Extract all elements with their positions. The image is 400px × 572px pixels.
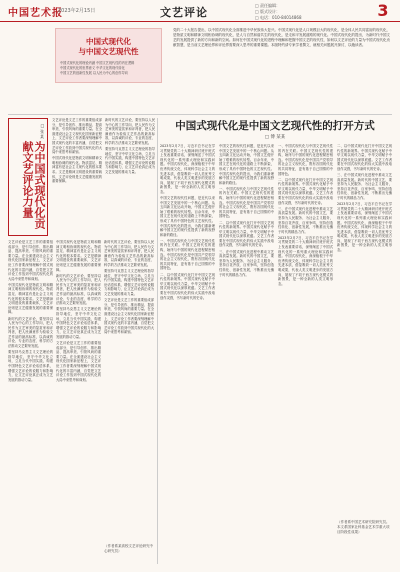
feature-band (8, 28, 392, 114)
feature-topic-line: 中国式现代化的世界意义 中华文化的现代转化 (60, 66, 125, 70)
paragraph: 文艺评论是文艺工作的重要组成部分，是引导创作、推出精品、提高审美、引领风尚的重要力量。在全面建设社会主义现代化国家新征程上，文艺评论工作者要深刻理解中国式现代化的丰富内涵，自觉把文艺评论工作放到中国式现代化的大局中来思考和谋划。 (56, 340, 101, 382)
main-article-title: 中国式现代化是中国文艺现代性的打开方式 (175, 120, 375, 132)
feature-title-line2: 与中国文艺现代性 (78, 47, 139, 56)
left-article-col-3 (8, 240, 53, 560)
paragraph: 文艺评论是文艺工作的重要组成部分，是引导创作、推出精品、提高审美、引领风尚的重要力量。在全面建设社会主义现代化国家新征程上，文艺评论工作者要深刻理解中国式现代化的丰富内涵，自觉把文艺评论工作放到中国式现代化的大局中来思考和谋划。 (104, 298, 154, 335)
paragraph: 新时代的文艺评论，要坚持以人民为中心的工作导向，把人民作为文艺审美的鉴赏家和评判者，把人民满意作为检验文艺作品的最高标准，以真诚的评论、专业的态度、科学的方法推动文艺繁荣发展。 (56, 273, 101, 306)
paragraph: 二、以中国式现代化打开中国文艺现代性的新境界。中国式现代化赋予中华文明以现代力量，中华文明赋予中国式现代化以深厚底蕴。文艺工作者要在中国式现代化的伟大实践中汲取创作灵感，书写新时代的史诗。 (278, 177, 333, 205)
paragraph: 中国式现代化是物质文明和精神文明相协调的现代化。物质富足、精神富有是社会主义现代化的根本要求。文艺是精神文明建设的重要载体，文艺评论则是文艺健康发展的重要保障。 (52, 156, 102, 184)
paragraph: 2023年2月7日，习近平总书记在学习贯彻党的二十大精神研讨班开班式上发表重要讲话，深刻阐述了中国式现代化的一系列重大理论和实践问题。中国式现代化，深深植根于中华优秀传统文化，体现科学社会主义的先进本质，借鉴吸收一切人类优秀文明成果，代表人类文明进步的发展方向，展现了不同于西方现代化模式的新图景，是一种全新的人类文明形态。 (278, 235, 333, 286)
masthead (0, 0, 400, 22)
horizontal-divider (8, 114, 392, 115)
section-title: 文艺评论 (160, 6, 208, 19)
main-article-note: （作者系中国艺术研究院研究员。本文系国家社科基金艺术学重大项目阶段性成果） (337, 520, 390, 534)
newspaper-logo: 中国艺术报 (8, 8, 63, 19)
paragraph: 文艺评论是文艺工作的重要组成部分，是引导创作、推出精品、提高审美、引领风尚的重要力量。在全面建设社会主义现代化国家新征程上，文艺评论工作者要深刻理解中国式现代化的丰富内涵，自觉把文艺评论工作放到中国式现代化的大局中来思考和谋划。 (52, 118, 102, 155)
issue-date: 2023年2月15日 (58, 8, 96, 14)
feature-title-box (55, 28, 162, 83)
paragraph: 二、以中国式现代化打开中国文艺现代性的新境界。中国式现代化赋予中华文明以现代力量，中华文明赋予中国式现代化以深厚底蕴。文艺工作者要在中国式现代化的伟大实践中汲取创作灵感，书写新时代的史诗。 (337, 144, 392, 171)
editor-info: □ 责任编辑： □ 版式设计： □ 电话：010-84014868 (255, 3, 302, 20)
feature-intro: 党的二十大报告提出，以中国式现代化全面推进中华民族伟大复兴。中国式现代化是人口规模巨大的现代化，是全体人民共同富裕的现代化，是物质文明和精神文明相协调的现代化，是人与自然和谐共生的现代化，是走和平发展道路的现代化。中国式现代化的提出，为新时代中国文艺的发展提供了新的方向和新的空间。如何在中国式现代化的进程中理解和把握中国文艺的现代性，如何以文艺评论的力量为中国式现代化贡献智慧，是当前文艺理论界和评论界需要深入思考的重要课题。本版特约请专家学者撰文，就相关问题展开探讨，以飨读者。 (173, 28, 390, 47)
left-article-col-2 (105, 118, 155, 236)
paragraph: 三、在中国式现代化进程中推动文艺高质量发展。新时代的中国文艺，要坚持为人民服务、为社会主义服务，坚持百花齐放、百家争鸣，坚持创造性转化、创新性发展，不断推出无愧于时代的精品力作。 (278, 206, 333, 234)
paragraph: 要坚持马克思主义文艺理论的指导地位，坚守中华文化立场，立足当代中国实践，构建中国特色文艺评论话语体系，增强文艺评论的说服力和影响力，让文艺评论真正成为文艺发展的推动力量。 (104, 269, 154, 297)
paragraph: 中国文艺的现代性问题，是近代以来中国文艺发展中的一个核心问题。从五四新文化运动开始，中国文艺便开始了艰难的现代转型。百余年来，中国文艺在现代化的道路上不断探索，形成了具有中国特色的文艺现代性。中国式现代化的提出，为我们重新理解中国文艺的现代性提供了新的视野和新的路径。 (160, 196, 215, 237)
left-article-col-1 (52, 118, 102, 236)
feature-topic-line: 中国式现代化的理论内涵 中国文艺现代性的内在逻辑 (60, 61, 135, 65)
left-article-note: （作者系某高校文艺评论研究中心研究员） (104, 544, 153, 553)
paragraph: 新时代的文艺评论，要坚持以人民为中心的工作导向，把人民作为文艺审美的鉴赏家和评判者，把人民满意作为检验文艺作品的最高标准，以真诚的评论、专业的态度、科学的方法推动文艺繁荣发展。 (105, 118, 155, 145)
paragraph: 新时代的文艺评论，要坚持以人民为中心的工作导向，把人民作为文艺审美的鉴赏家和评判者，把人民满意作为检验文艺作品的最高标准，以真诚的评论、专业的态度、科学的方法推动文艺繁荣发展。 (104, 240, 154, 267)
paragraph: 中国式现代化是物质文明和精神文明相协调的现代化。物质富足、精神富有是社会主义现代化的根本要求。文艺是精神文明建设的重要载体，文艺评论则是文艺健康发展的重要保障。 (8, 282, 53, 315)
main-article-col-2 (219, 144, 274, 564)
paragraph: 三、在中国式现代化进程中推动文艺高质量发展。新时代的中国文艺，要坚持为人民服务、为社会主义服务，坚持百花齐放、百家争鸣，坚持创造性转化、创新性发展，不断推出无愧于时代的精品力作。 (219, 249, 274, 277)
paragraph: 新时代的文艺评论，要坚持以人民为中心的工作导向，把人民作为文艺审美的鉴赏家和评判者，把人民满意作为检验文艺作品的最高标准，以真诚的评论、专业的态度、科学的方法推动文艺繁荣发展。 (8, 316, 53, 349)
vertical-divider (157, 118, 158, 564)
paragraph: 中国式现代化是物质文明和精神文明相协调的现代化。物质富足、精神富有是社会主义现代化的根本要求。文艺是精神文明建设的重要载体，文艺评论则是文艺健康发展的重要保障。 (56, 240, 101, 272)
main-article-col-1 (160, 144, 215, 564)
paragraph: 要坚持马克思主义文艺理论的指导地位，坚守中华文化立场，立足当代中国实践，构建中国特色文艺评论话语体系，增强文艺评论的说服力和影响力，让文艺评论真正成为文艺发展的推动力量。 (8, 350, 53, 382)
page-number: 3 (377, 1, 389, 20)
main-article-col-4 (337, 144, 392, 514)
left-article-author: □ 张 某 (40, 123, 45, 139)
paragraph: 一、中国式现代化与中国文艺现代性的内在关联。中国文艺现代性的建构，始终与中国的现代化进程紧密相连。中国式现代化是中国共产党领导的社会主义现代化，既有各国现代化的共同特征，更有基于自己国情的中国特色。 (278, 144, 333, 176)
paragraph: 2023年2月7日，习近平总书记在学习贯彻党的二十大精神研讨班开班式上发表重要讲话，深刻阐述了中国式现代化的一系列重大理论和实践问题。中国式现代化，深深植根于中华优秀传统文化，体现科学社会主义的先进本质，借鉴吸收一切人类优秀文明成果，代表人类文明进步的发展方向，展现了不同于西方现代化模式的新图景，是一种全新的人类文明形态。 (160, 144, 215, 194)
paragraph: 二、以中国式现代化打开中国文艺现代性的新境界。中国式现代化赋予中华文明以现代力量，中华文明赋予中国式现代化以深厚底蕴。文艺工作者要在中国式现代化的伟大实践中汲取创作灵感，书写新时代的史诗。 (219, 220, 274, 248)
paragraph: 二、以中国式现代化打开中国文艺现代性的新境界。中国式现代化赋予中华文明以现代力量，中华文明赋予中国式现代化以深厚底蕴。文艺工作者要在中国式现代化的伟大实践中汲取创作灵感，书写新时代的史诗。 (160, 272, 215, 300)
left-article-title: 为中国式现代化贡献文艺评论力量 (21, 141, 46, 229)
paragraph: 文艺评论是文艺工作的重要组成部分，是引导创作、推出精品、提高审美、引领风尚的重要力量。在全面建设社会主义现代化国家新征程上，文艺评论工作者要深刻理解中国式现代化的丰富内涵，自觉把文艺评论工作放到中国式现代化的大局中来思考和谋划。 (8, 240, 53, 281)
left-article-title-box (8, 118, 48, 236)
main-article-col-3 (278, 144, 333, 564)
feature-title (56, 37, 161, 57)
main-article-author: □ 傅 某某 (264, 135, 286, 140)
paragraph: 三、在中国式现代化进程中推动文艺高质量发展。新时代的中国文艺，要坚持为人民服务、为社会主义服务，坚持百花齐放、百家争鸣，坚持创造性转化、创新性发展，不断推出无愧于时代的精品力作。 (337, 173, 392, 201)
paragraph: 中国文艺的现代性问题，是近代以来中国文艺发展中的一个核心问题。从五四新文化运动开始，中国文艺便开始了艰难的现代转型。百余年来，中国文艺在现代化的道路上不断探索，形成了具有中国特色的文艺现代性。中国式现代化的提出，为我们重新理解中国文艺的现代性提供了新的视野和新的路径。 (219, 144, 274, 185)
left-article-col-4 (56, 240, 101, 560)
paragraph: 2023年2月7日，习近平总书记在学习贯彻党的二十大精神研讨班开班式上发表重要讲话，深刻阐述了中国式现代化的一系列重大理论和实践问题。中国式现代化，深深植根于中华优秀传统文化，体现科学社会主义的先进本质，借鉴吸收一切人类优秀文明成果，代表人类文明进步的发展方向，展现了不同于西方现代化模式的新图景，是一种全新的人类文明形态。 (337, 202, 392, 253)
paragraph: 一、中国式现代化与中国文艺现代性的内在关联。中国文艺现代性的建构，始终与中国的现代化进程紧密相连。中国式现代化是中国共产党领导的社会主义现代化，既有各国现代化的共同特征，更有基于自己国情的中国特色。 (160, 238, 215, 271)
feature-title-line1: 中国式现代化 (86, 37, 131, 46)
left-article-col-5 (104, 240, 154, 540)
paragraph: 一、中国式现代化与中国文艺现代性的内在关联。中国文艺现代性的建构，始终与中国的现代化进程紧密相连。中国式现代化是中国共产党领导的社会主义现代化，既有各国现代化的共同特征，更有基于自己国情的中国特色。 (219, 186, 274, 219)
feature-topics (60, 61, 158, 76)
feature-topic-line: 中国文艺的创新性发展 以人民为中心的创作导向 (60, 71, 128, 75)
paragraph: 要坚持马克思主义文艺理论的指导地位，坚守中华文化立场，立足当代中国实践，构建中国特色文艺评论话语体系，增强文艺评论的说服力和影响力，让文艺评论真正成为文艺发展的推动力量。 (105, 147, 155, 175)
paragraph: 要坚持马克思主义文艺理论的指导地位，坚守中华文化立场，立足当代中国实践，构建中国特色文艺评论话语体系，增强文艺评论的说服力和影响力，让文艺评论真正成为文艺发展的推动力量。 (56, 307, 101, 339)
